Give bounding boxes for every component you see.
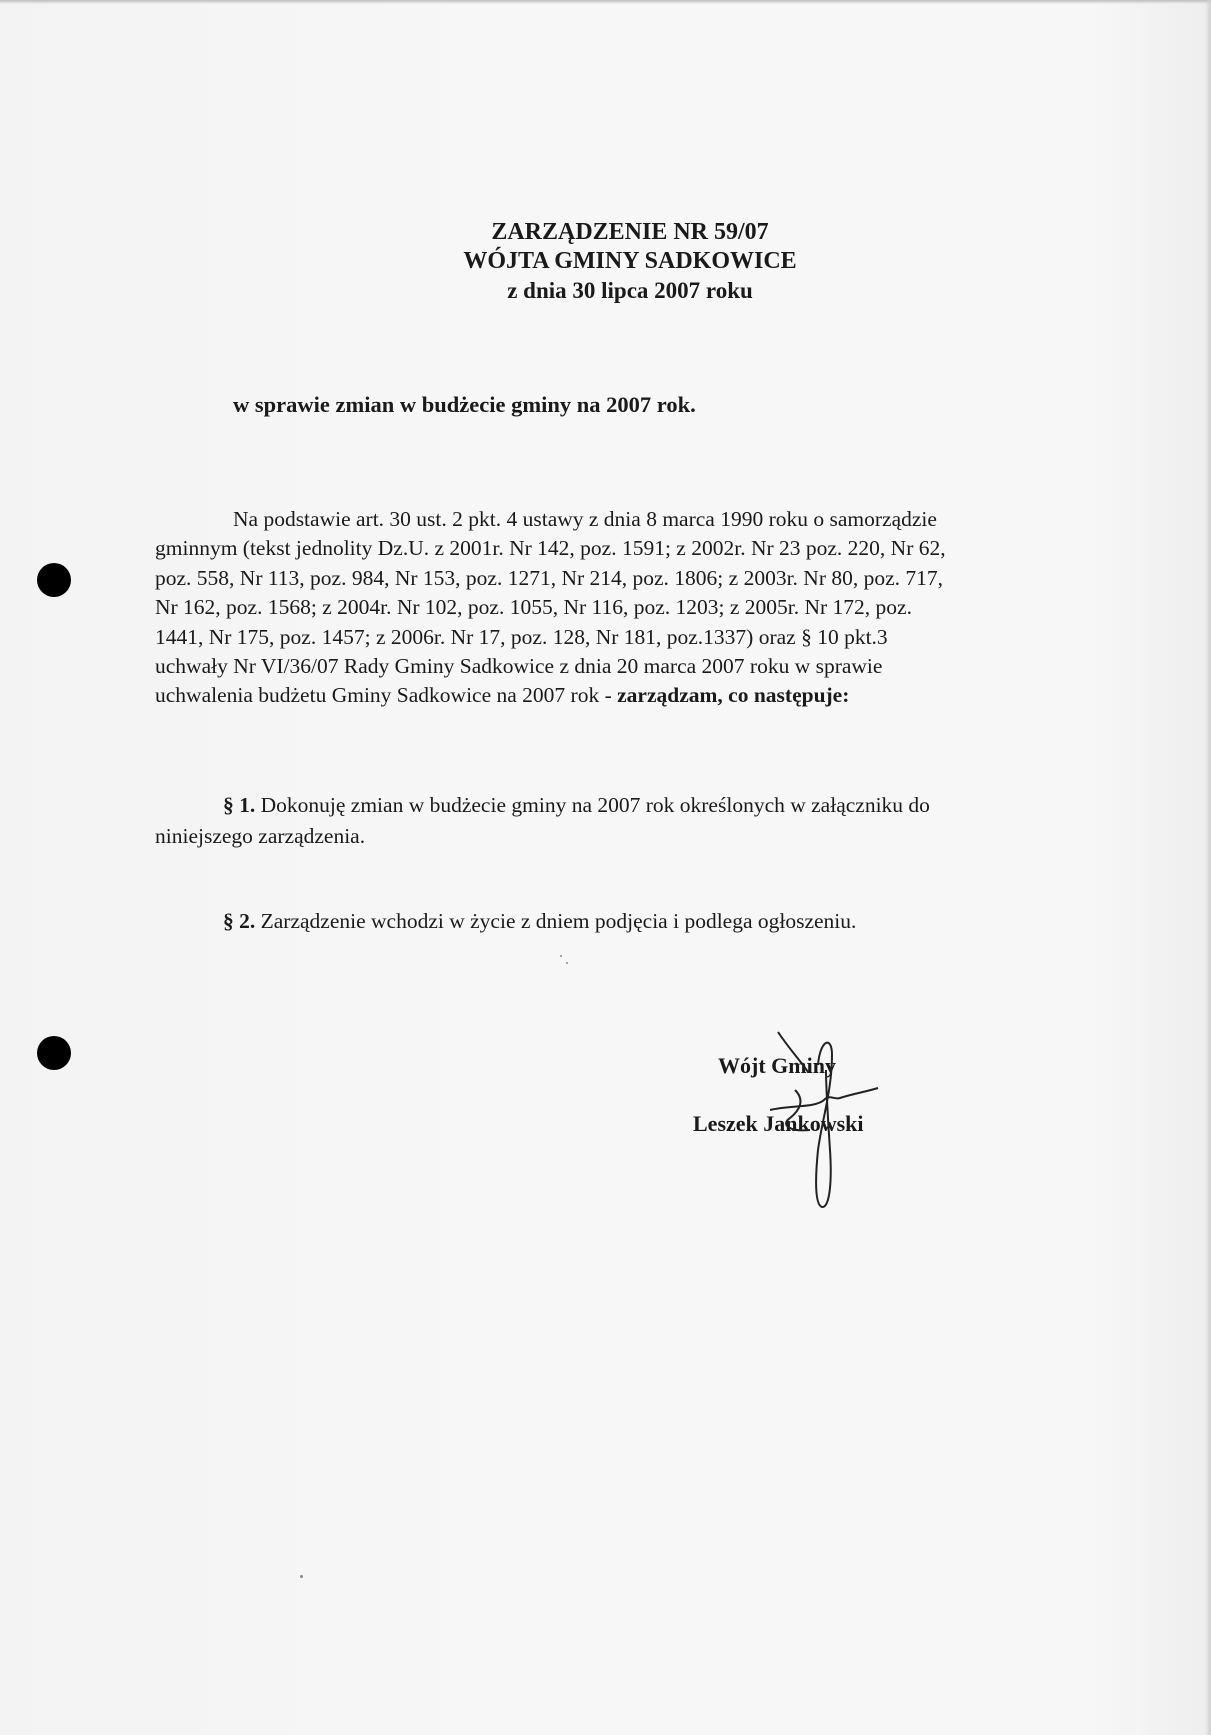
- scan-speck: [560, 955, 562, 957]
- legal-basis-last-line: [155, 681, 1105, 710]
- document-header: [350, 218, 910, 305]
- section-1-text: Dokonuję zmian w budżecie gminy na 2007 rok określonych w załączniku do: [260, 793, 930, 817]
- signatory-name: Leszek Jankowski: [693, 1111, 864, 1136]
- page-right-edge: [1205, 0, 1211, 1735]
- section-2: [155, 906, 1105, 937]
- scan-speck: [566, 962, 568, 964]
- section-1-label: § 1.: [223, 793, 256, 817]
- scan-speck: [300, 1575, 303, 1578]
- punch-hole-bottom: [37, 1036, 71, 1070]
- signatory-title: Wójt Gminy: [718, 1053, 836, 1078]
- document-date: z dnia 30 lipca 2007 roku: [507, 278, 753, 303]
- legal-basis-line: 1441, Nr 175, poz. 1457; z 2006r. Nr 17, poz. 128, Nr 181, poz.1337) oraz § 10 pkt.3: [155, 624, 888, 649]
- legal-basis-line: poz. 558, Nr 113, poz. 984, Nr 153, poz. 1271, Nr 214, poz. 1806; z 2003r. Nr 80, poz. 717,: [155, 565, 944, 590]
- section-1-first-line: [155, 790, 1105, 821]
- section-2-label: § 2.: [223, 909, 256, 933]
- section-2-text: Zarządzenie wchodzi w życie z dniem podjęcia i podlega ogłoszeniu.: [260, 909, 857, 933]
- legal-basis-line: Na podstawie art. 30 ust. 2 pkt. 4 ustawy z dnia 8 marca 1990 roku o samorządzie: [233, 507, 937, 531]
- document-title: ZARZĄDZENIE NR 59/07: [491, 219, 769, 245]
- document-issuer: WÓJTA GMINY SADKOWICE: [463, 248, 797, 274]
- punch-hole-top: [37, 563, 71, 597]
- section-1: [155, 790, 1105, 852]
- page-top-edge: [0, 0, 1211, 4]
- legal-basis-line: uchwalenia budżetu Gminy Sadkowice na 2007 rok -: [155, 683, 612, 708]
- section-1-text-continued: niniejszego zarządzenia.: [155, 824, 366, 848]
- legal-basis-line: gminnym (tekst jednolity Dz.U. z 2001r. Nr 142, poz. 1591; z 2002r. Nr 23 poz. 220, Nr 62,: [155, 536, 946, 561]
- legal-basis-line: Nr 162, poz. 1568; z 2004r. Nr 102, poz. 1055, Nr 116, poz. 1203; z 2005r. Nr 172, poz.: [155, 595, 912, 620]
- legal-basis-paragraph: [155, 505, 1105, 711]
- enactment-clause: zarządzam, co następuje:: [617, 683, 850, 708]
- document-subject: w sprawie zmian w budżecie gminy na 2007 rok.: [233, 392, 696, 417]
- handwritten-signature: [760, 1030, 890, 1215]
- section-2-line: [155, 906, 1105, 937]
- legal-basis-line: uchwały Nr VI/36/07 Rady Gminy Sadkowice z dnia 20 marca 2007 roku w sprawie: [155, 654, 883, 679]
